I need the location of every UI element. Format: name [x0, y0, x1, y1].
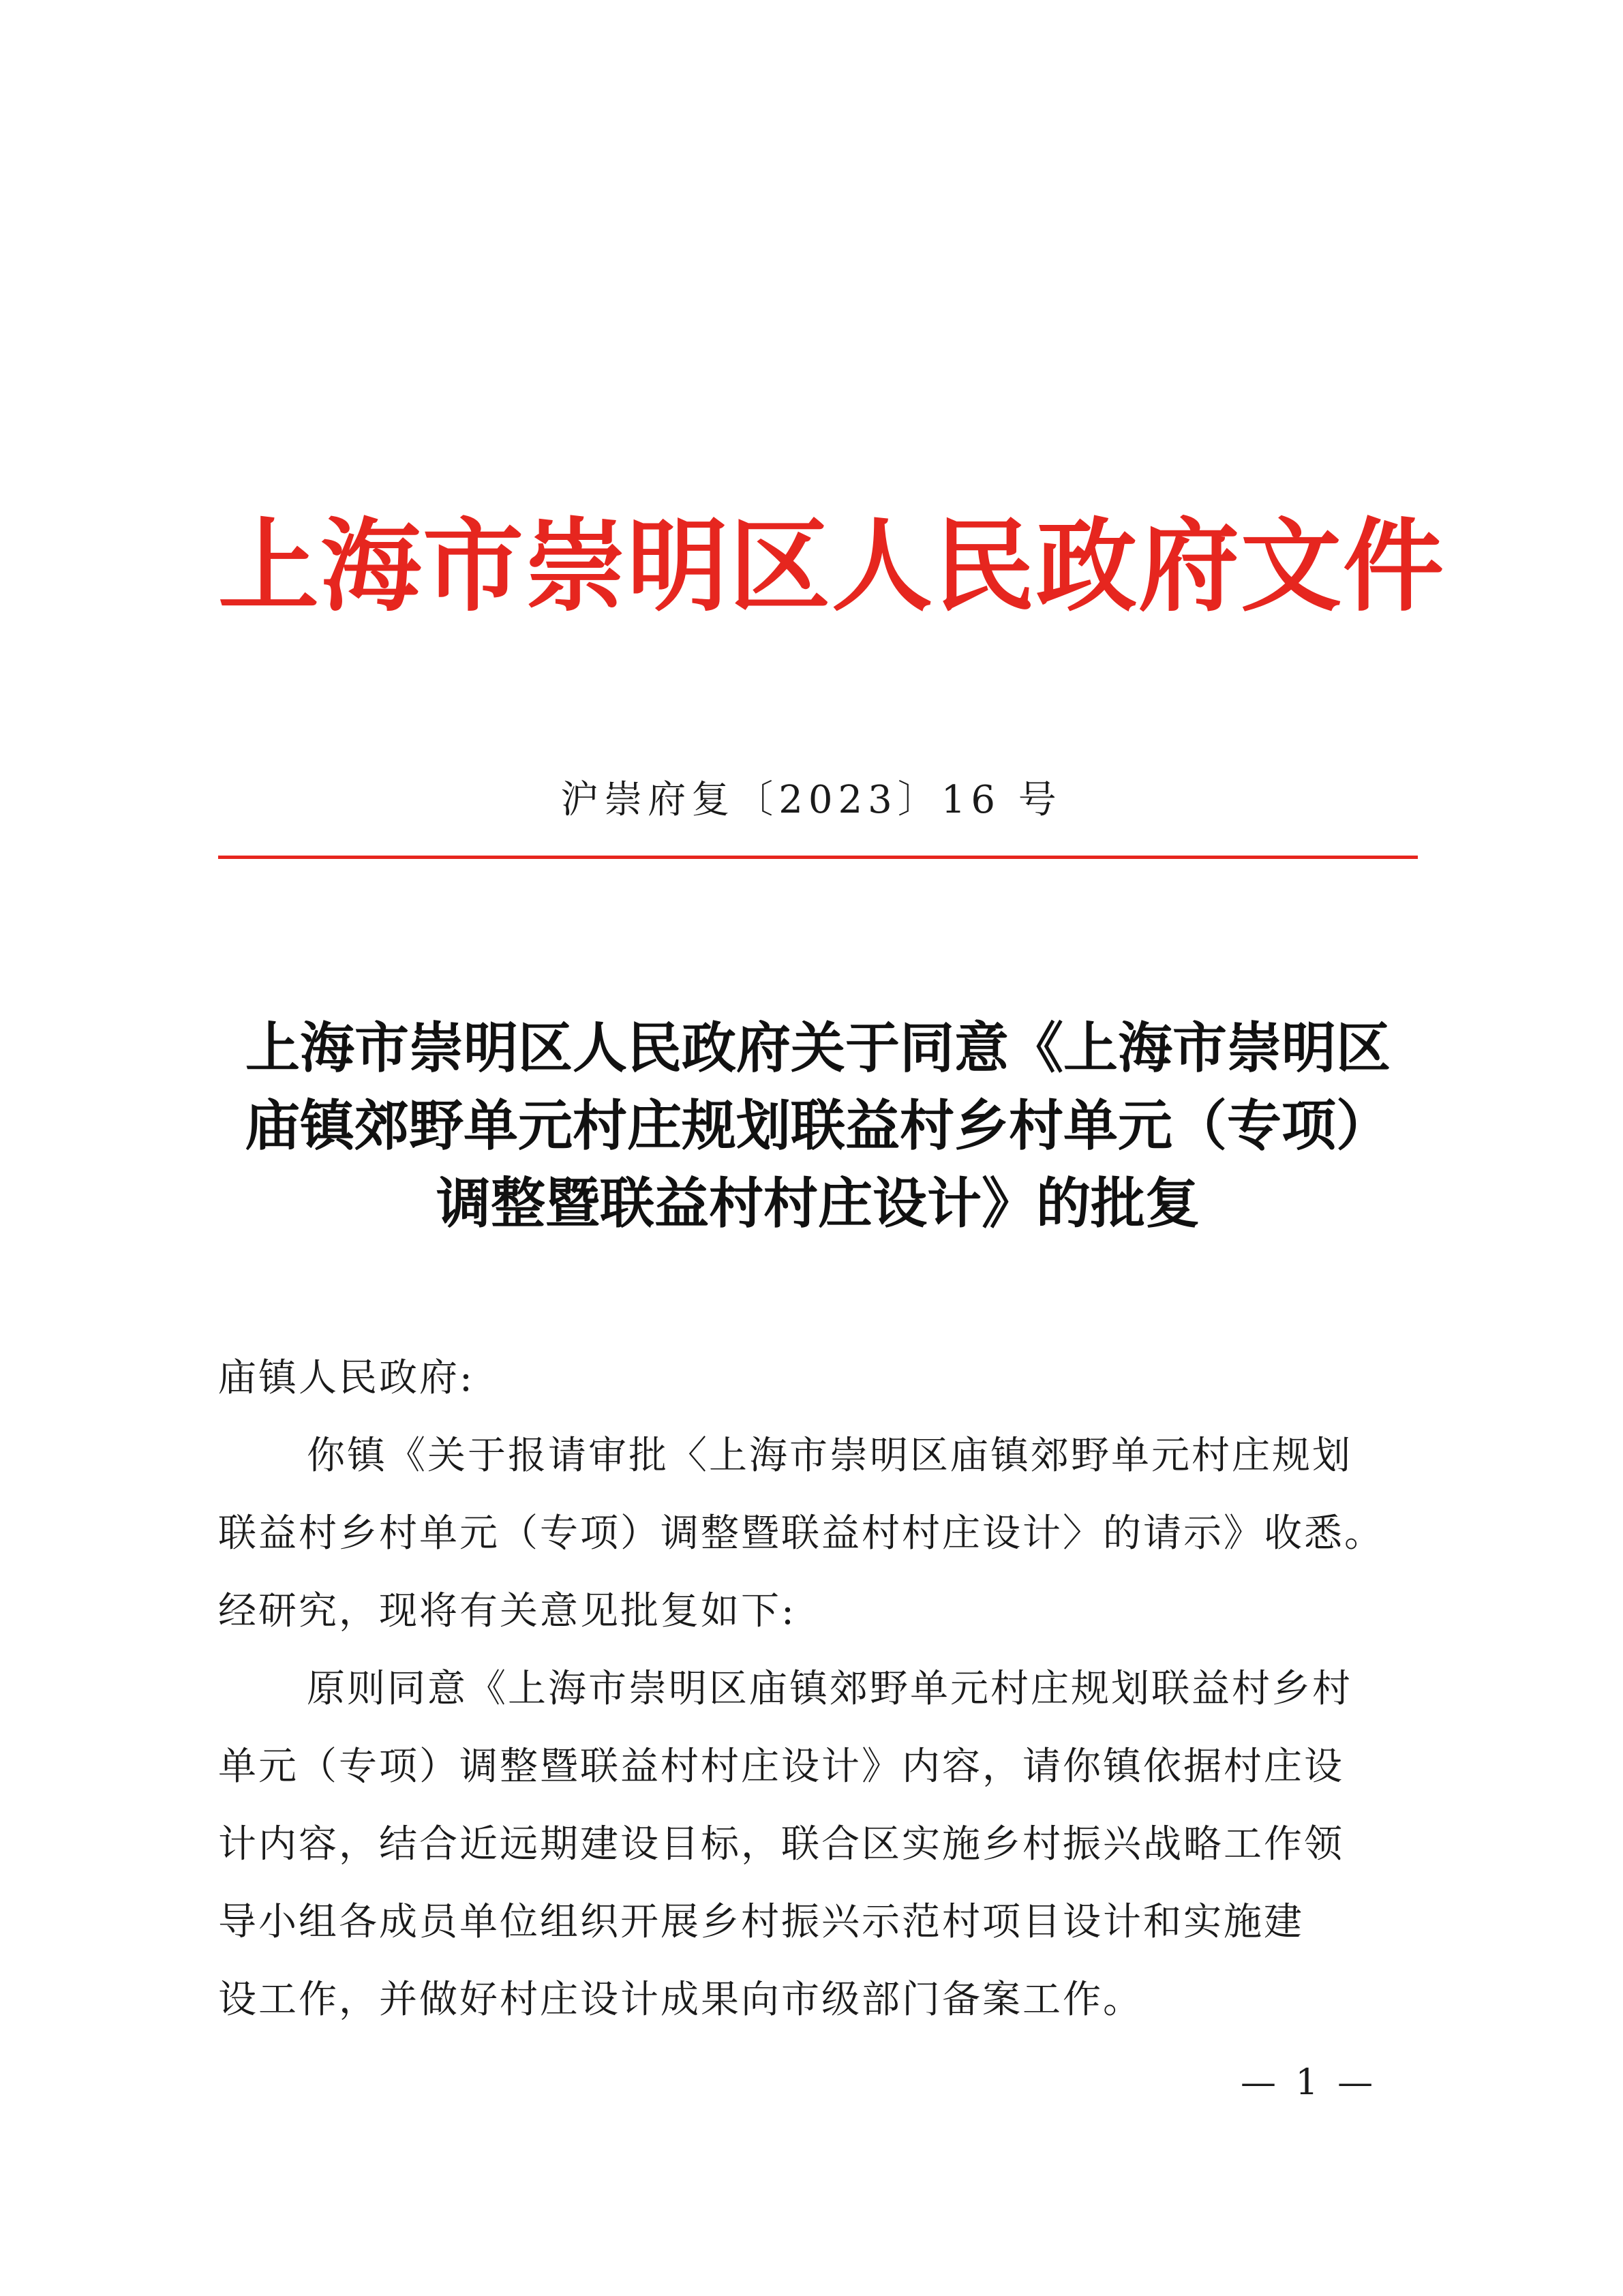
salutation: 庙镇人民政府:	[218, 1356, 474, 1400]
document-number: 沪崇府复〔2023〕16 号	[560, 778, 1062, 822]
paragraph-2-line: 原则同意《上海市崇明区庙镇郊野单元村庄规划联益村乡村	[307, 1667, 1352, 1711]
title-line: 庙镇郊野单元村庄规划联益村乡村单元（专项）	[245, 1093, 1391, 1158]
paragraph-1-line: 你镇《关于报请审批〈上海市崇明区庙镇郊野单元村庄规划	[307, 1434, 1352, 1478]
masthead-title: 上海市崇明区人民政府文件	[218, 507, 1445, 625]
paragraph-2-line: 计内容，结合近远期建设目标，联合区实施乡村振兴战略工作领	[218, 1822, 1344, 1867]
paragraph-2-line: 单元（专项）调整暨联益村村庄设计》内容，请你镇依据村庄设	[218, 1744, 1344, 1789]
document-title	[204, 1009, 1431, 1242]
document-body	[218, 1340, 1418, 2039]
title-line: 上海市崇明区人民政府关于同意《上海市崇明区	[245, 1016, 1391, 1080]
red-divider	[218, 856, 1418, 859]
paragraph-2-line: 设工作，并做好村庄设计成果向市级部门备案工作。	[218, 1978, 1143, 2022]
paragraph-1-line: 经研究，现将有关意见批复如下:	[218, 1589, 796, 1633]
paragraph-1-line: 联益村乡村单元（专项）调整暨联益村村庄设计〉的请示》收悉。	[218, 1511, 1384, 1556]
title-line: 调整暨联益村村庄设计》的批复	[436, 1171, 1200, 1235]
page-number: — 1 —	[1241, 2062, 1378, 2103]
paragraph-2-line: 导小组各成员单位组织开展乡村振兴示范村项目设计和实施建	[218, 1900, 1304, 1944]
